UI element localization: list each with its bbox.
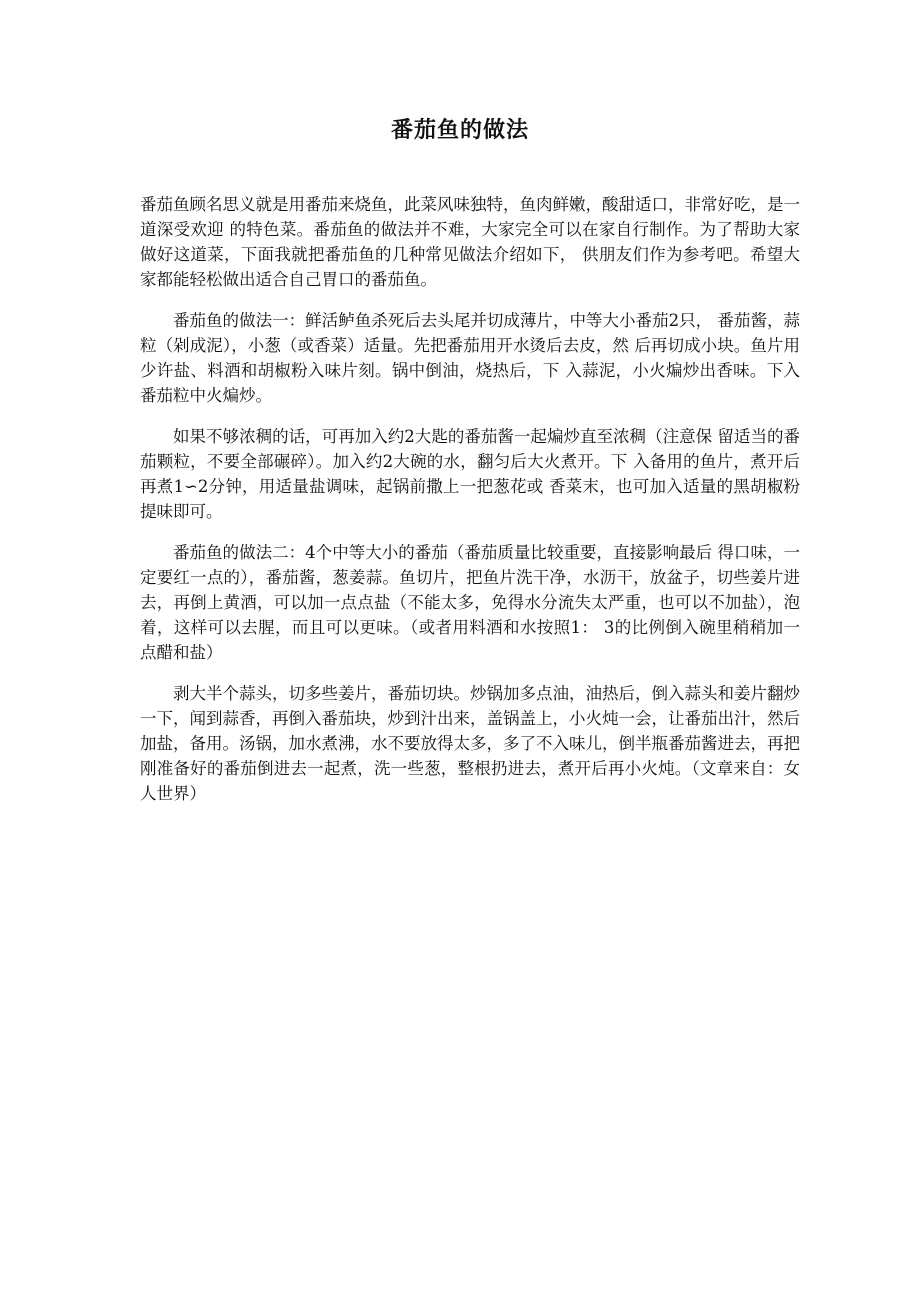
page-title: 番茄鱼的做法	[390, 117, 529, 143]
intro-paragraph: 番茄鱼顾名思义就是用番茄来烧鱼，此菜风味独特，鱼肉鲜嫩，酸甜适口，非常好吃，是一道深受欢迎 的特色菜。番茄鱼的做法并不难，大家完全可以在家自行制作。为了帮助大家做好这道菜，下面我就把番茄鱼的几种常见做法介绍如下， 供朋友们作为参考吧。希望大家都能轻松做出适合自己胃口的番茄鱼。	[140, 195, 800, 289]
method-two-paragraph: 番茄鱼的做法二：4个中等大小的番茄（番茄质量比较重要，直接影响最后 得口味，一定要红一点的），番茄酱，葱姜蒜。鱼切片，把鱼片洗干净，水沥干，放盆子，切些姜片进去，再倒上黄酒，可以加一点点盐（不能太多，免得水分流失太严重，也可以不加盐），泡着，这样可以去腥，而且可以更味。（或者用料酒和水按照1： 3的比例倒入碗里稍稍加一点醋和盐）	[140, 543, 800, 662]
method-one-continued-paragraph: 如果不够浓稠的话，可再加入约2大匙的番茄酱一起煸炒直至浓稠（注意保 留适当的番茄颗粒，不要全部碾碎）。加入约2大碗的水，翻匀后大火煮开。下 入备用的鱼片，煮开后再煮1∽2分钟，用适量盐调味，起锅前撒上一把葱花或 香菜末，也可加入适量的黑胡椒粉提味即可。	[140, 427, 800, 521]
method-one-paragraph: 番茄鱼的做法一：鲜活鲈鱼杀死后去头尾并切成薄片，中等大小番茄2只， 番茄酱，蒜粒（剁成泥），小葱（或香菜）适量。先把番茄用开水烫后去皮，然 后再切成小块。鱼片用少许盐、料酒和胡椒粉入味片刻。锅中倒油，烧热后，下 入蒜泥，小火煸炒出香味。下入番茄粒中火煸炒。	[140, 311, 800, 405]
document-body	[140, 192, 800, 822]
method-two-continued-paragraph: 剥大半个蒜头，切多些姜片，番茄切块。炒锅加多点油，油热后，倒入蒜头和姜片翻炒一下，闻到蒜香，再倒入番茄块，炒到汁出来，盖锅盖上，小火炖一会，让番茄出汁，然后加盐，备用。汤锅，加水煮沸，水不要放得太多，多了不入味儿，倒半瓶番茄酱进去，再把刚准备好的番茄倒进去一起煮，洗一些葱，整根扔进去，煮开后再小火炖。（文章来自：女人世界）	[140, 684, 800, 803]
